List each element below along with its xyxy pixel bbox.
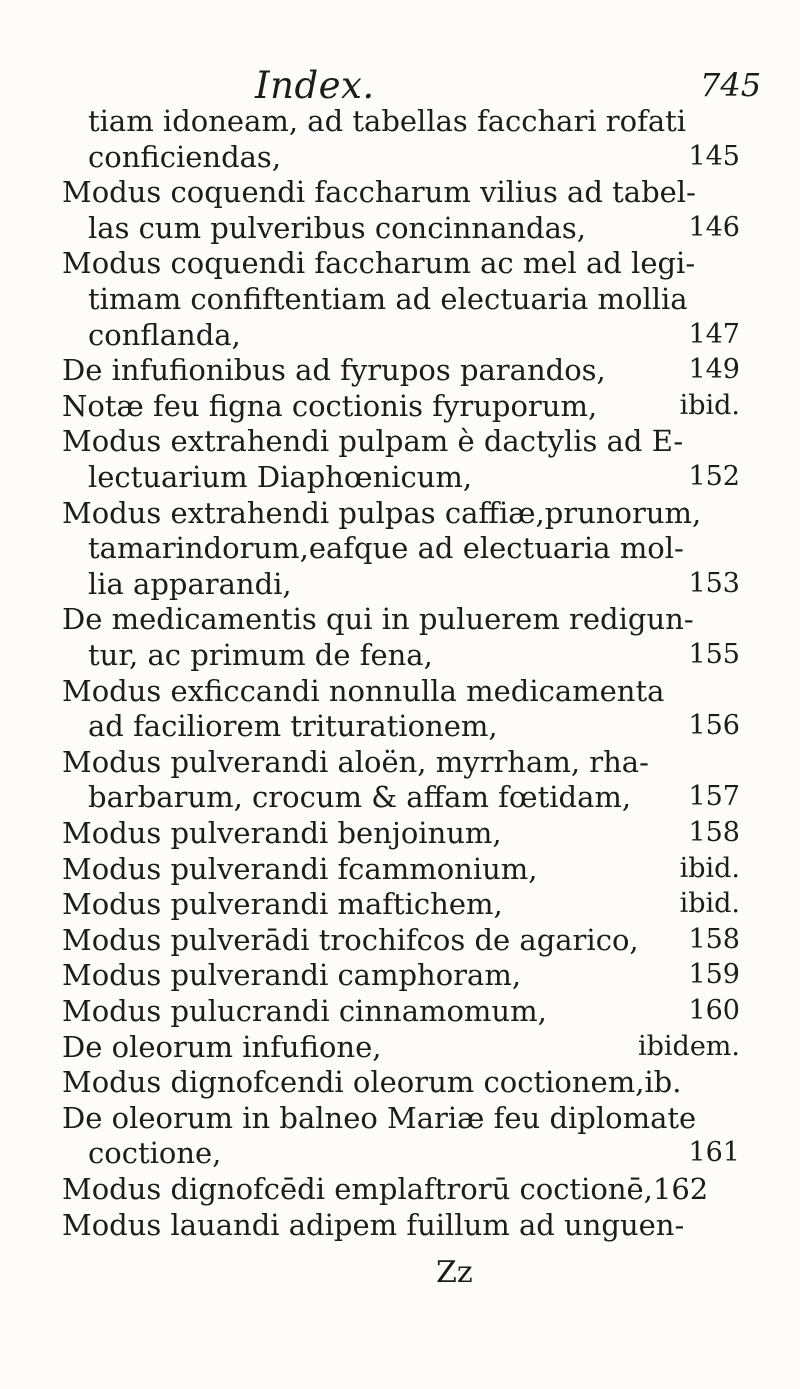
index-entry-text: timam confiftentiam ad electuaria mollia — [88, 282, 688, 316]
index-entry-text: Modus pulverandi maftichem, — [62, 887, 503, 922]
index-line — [0, 210, 800, 246]
page-number: 745 — [700, 66, 762, 104]
index-entry-page: 153 — [688, 567, 740, 599]
index-line — [0, 566, 800, 602]
index-entry-text: Modus lauandi adipem fuillum ad unguen- — [62, 1207, 685, 1242]
index-line — [0, 281, 800, 317]
index-line — [0, 103, 800, 139]
index-line — [0, 957, 800, 993]
index-line — [0, 601, 800, 637]
index-line — [0, 708, 800, 744]
index-entry-text: conflanda, — [88, 317, 241, 352]
index-entry-text: Modus pulverandi aloën, myrrham, rha- — [62, 744, 649, 779]
index-entry-text: Modus dignofcendi oleorum coctionem,ib. — [62, 1065, 682, 1100]
index-entry-text: Modus pulverādi trochifcos de agarico, — [62, 922, 639, 957]
index-line — [0, 815, 800, 851]
index-line — [0, 1100, 800, 1136]
index-entry-page: 158 — [688, 817, 740, 848]
index-line — [0, 495, 800, 531]
index-line — [0, 993, 800, 1029]
index-line — [0, 388, 800, 424]
index-entry-page: 145 — [688, 140, 740, 172]
index-entry-page: 161 — [688, 1137, 740, 1169]
index-entry-text: Modus exficcandi nonnulla medicamenta — [62, 673, 665, 708]
index-entry-text: Modus coquendi faccharum vilius ad tabel- — [62, 175, 696, 210]
index-entry-text: Modus pulverandi benjoinum, — [62, 816, 502, 850]
index-line — [0, 423, 800, 459]
index-entry-text: tiam idoneam, ad tabellas facchari rofati — [88, 104, 687, 138]
index-line — [0, 352, 800, 388]
index-line — [0, 317, 800, 353]
running-title: Index. — [255, 64, 375, 107]
index-line — [0, 637, 800, 673]
index-entry-text: barbarum, crocum & affam fœtidam, — [88, 780, 632, 815]
index-entry-text: tamarindorum,eafque ad electuaria mol- — [88, 531, 684, 566]
index-entry-page: 157 — [688, 781, 740, 813]
index-line — [0, 530, 800, 566]
index-entry-text: Modus dignofcēdi emplaftrorū coctionē,162 — [62, 1172, 709, 1206]
index-entry-page: 160 — [688, 995, 740, 1026]
index-line — [0, 673, 800, 709]
index-entry-text: lia apparandi, — [88, 566, 292, 601]
index-line — [0, 245, 800, 281]
index-entry-page: ibidem. — [637, 1030, 740, 1062]
index-entry-page: ibid. — [679, 389, 740, 421]
index-line — [0, 1207, 800, 1243]
index-entry-text: Notæ feu figna coctionis fyruporum, — [62, 388, 598, 423]
index-entry-text: De infufionibus ad fyrupos parandos, — [62, 353, 606, 388]
index-entry-text: Modus coquendi faccharum ac mel ad legi- — [62, 246, 696, 281]
index-line — [0, 174, 800, 210]
index-line — [0, 1029, 800, 1065]
index-line — [0, 1064, 800, 1100]
index-line — [0, 139, 800, 175]
index-entry-page: 156 — [688, 710, 740, 742]
index-entry-text: tur, ac primum de fena, — [88, 638, 433, 672]
index-line — [0, 851, 800, 887]
index-line — [0, 779, 800, 815]
index-entry-page: ibid. — [679, 888, 740, 920]
index-line — [0, 1135, 800, 1171]
index-line — [0, 1171, 800, 1207]
index-line — [0, 459, 800, 495]
signature-mark: Zz — [436, 1255, 473, 1290]
index-entry-text: las cum pulveribus concinnandas, — [88, 210, 587, 245]
index-entry-text: lectuarium Diaphœnicum, — [88, 460, 473, 494]
index-entry-page: 152 — [688, 461, 740, 492]
index-entry-page: 146 — [688, 211, 740, 243]
index-entry-text: Modus pulverandi camphoram, — [62, 958, 522, 993]
index-line — [0, 886, 800, 922]
index-entry-text: Modus pulverandi fcammonium, — [62, 851, 538, 886]
page-header — [0, 56, 800, 106]
index-entry-page: 158 — [688, 923, 740, 955]
index-entry-text: conficiendas, — [88, 139, 282, 174]
index-entry-text: coctione, — [88, 1136, 222, 1171]
index-entry-text: De oleorum infufione, — [62, 1029, 382, 1064]
index-entry-page: 149 — [688, 354, 740, 386]
index-entry-page: 155 — [688, 639, 740, 670]
index-entry-text: De oleorum in balneo Mariæ feu diplomate — [62, 1100, 697, 1135]
index-line — [0, 744, 800, 780]
index-entry-text: De medicamentis qui in puluerem redigun- — [62, 602, 694, 637]
index-entry-text: Modus extrahendi pulpas caffiæ,prunorum, — [62, 495, 702, 530]
index-entry-text: Modus extrahendi pulpam è dactylis ad E- — [62, 424, 684, 459]
index-entry-page: ibid. — [679, 852, 740, 884]
index-line — [0, 922, 800, 958]
index-entry-text: ad faciliorem triturationem, — [88, 709, 498, 744]
index-entry-page: 159 — [688, 959, 740, 991]
index-entry-text: Modus pulucrandi cinnamomum, — [62, 994, 547, 1028]
index-entry-page: 147 — [688, 318, 740, 350]
